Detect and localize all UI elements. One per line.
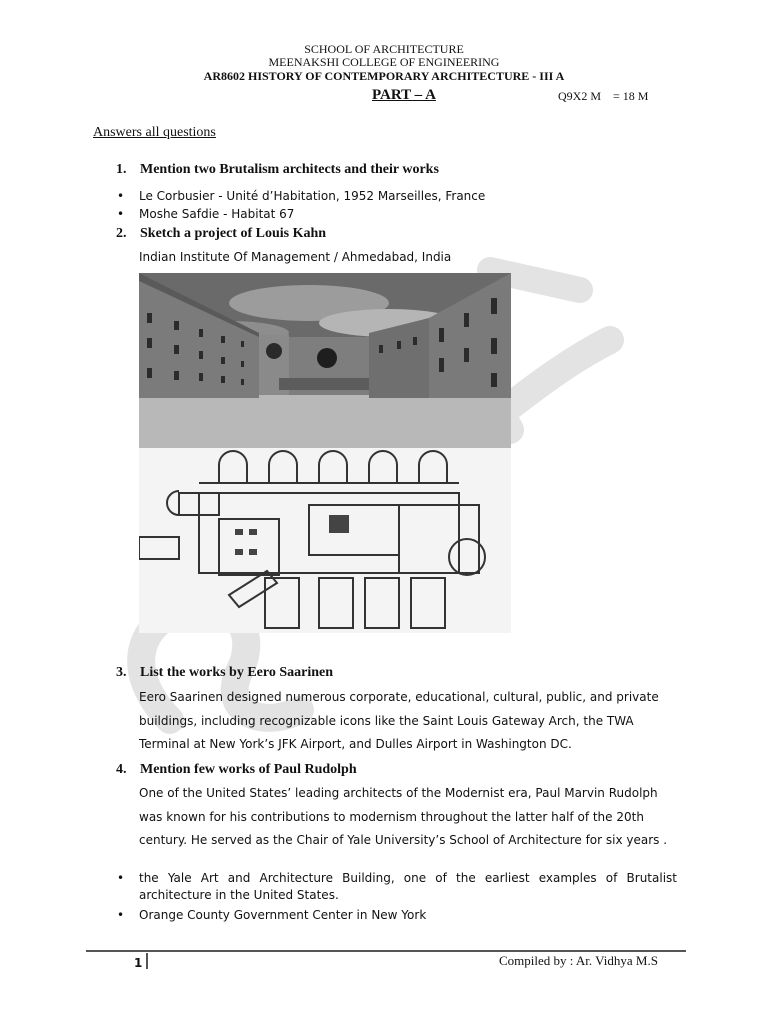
list-item	[117, 206, 294, 223]
list-item	[117, 907, 426, 924]
bullet-icon: •	[117, 871, 125, 885]
list-item	[117, 188, 485, 205]
bullet-icon: •	[117, 908, 125, 922]
question-text: Mention two Brutalism architects and their works	[140, 162, 439, 177]
school-name: SCHOOL OF ARCHITECTURE	[304, 42, 464, 56]
college-name: MEENAKSHI COLLEGE OF ENGINEERING	[268, 55, 500, 69]
iim-photo	[139, 273, 511, 448]
question-number: 4.	[116, 762, 127, 777]
list-item-text: Orange County Government Center in New York	[139, 908, 427, 922]
page-number-divider	[146, 953, 148, 969]
part-heading: PART – A	[372, 87, 436, 103]
list-item	[117, 870, 677, 904]
course-title: AR8602 HISTORY OF CONTEMPORARY ARCHITECTURE - III A	[203, 69, 565, 83]
list-item-text: Moshe Safdie - Habitat 67	[139, 207, 295, 221]
question-text: Sketch a project of Louis Kahn	[140, 226, 327, 241]
question-1	[116, 162, 439, 178]
paragraph: Eero Saarinen designed numerous corporate, educational, cultural, public, and private buildings, including recognizable icons like the Saint Louis Gateway Arch, the TWA Terminal at New York’s JFK Airport, and Dulles Airport in Washington DC.	[139, 690, 659, 751]
list-item-text: the Yale Art and Architecture Building, one of the earliest examples of Brutalist architecture in the United States.	[139, 871, 677, 902]
footer-rule	[86, 950, 686, 952]
question-number: 3.	[116, 665, 127, 680]
marks-summary: Q9X2 M = 18 M	[558, 89, 649, 103]
list-item-text: Le Corbusier - Unité d’Habitation, 1952 Marseilles, France	[139, 189, 486, 203]
question-number: 2.	[116, 226, 127, 241]
instruction: Answers all questions	[93, 125, 216, 140]
question-3	[116, 665, 333, 681]
bullet-icon: •	[117, 189, 125, 203]
paragraph: One of the United States’ leading architects of the Modernist era, Paul Marvin Rudolph was known for his contributions to modernism throughout the latter half of the 20th century. He served as the Chair of Yale University’s School of Architecture for six years .	[139, 786, 668, 847]
question-number: 1.	[116, 162, 127, 177]
question-4	[116, 762, 357, 778]
figure-caption: Indian Institute Of Management / Ahmedabad, India	[139, 250, 452, 264]
question-text: List the works by Eero Saarinen	[140, 665, 334, 680]
iim-floor-plan	[139, 448, 511, 633]
question-text: Mention few works of Paul Rudolph	[140, 762, 357, 777]
compiled-by: Compiled by : Ar. Vidhya M.S	[499, 953, 658, 968]
bullet-icon: •	[117, 207, 125, 221]
question-2	[116, 226, 326, 242]
iim-ahmedabad-figure	[139, 273, 511, 633]
page-number: 1	[134, 956, 143, 970]
